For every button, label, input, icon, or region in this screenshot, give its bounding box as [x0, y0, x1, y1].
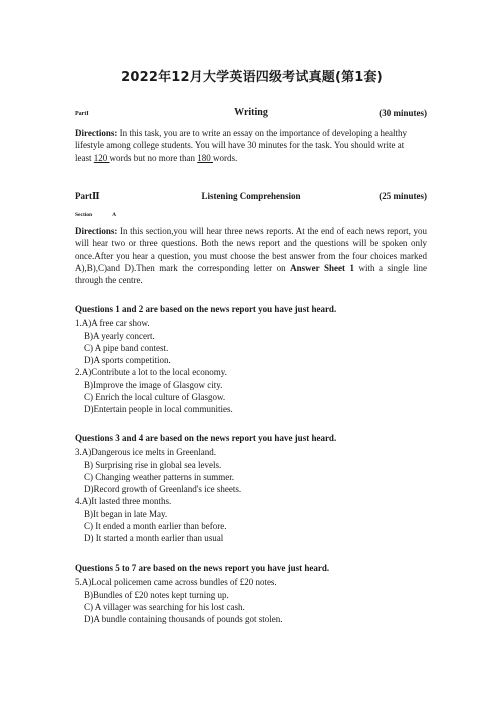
- min-words: 120: [93, 152, 110, 163]
- part2-time: (25 minutes): [379, 191, 427, 201]
- part1-time: (30 minutes): [379, 108, 427, 118]
- question-2-option-a: 2.A)Contribute a lot to the local economy.: [75, 367, 227, 377]
- part1-directions-line3: least 120 words but no more than 180 words.: [75, 152, 238, 163]
- question-3-option-a: 3.A)Dangerous ice melts in Greenland.: [75, 447, 216, 457]
- question-2-option-b: B)Improve the image of Glasgow city.: [84, 380, 223, 390]
- question-1-option-d: D)A sports competition.: [84, 355, 171, 365]
- question-2-option-d: D)Entertain people in local communities.: [84, 404, 233, 414]
- max-words: 180: [197, 152, 213, 163]
- question-3-option-c: C) Changing weather patterns in summer.: [84, 472, 234, 482]
- question-5-option-b: B)Bundles of £20 notes kept turning up.: [84, 590, 229, 600]
- question-2-option-c: C) Enrich the local culture of Glasgow.: [84, 392, 226, 402]
- part2-header: [75, 191, 427, 203]
- question-3-option-b: B) Surprising rise in global sea levels.: [84, 460, 222, 470]
- part1-directions-line1: Directions: In this task, you are to write an essay on the importance of developing a healthy: [75, 128, 407, 138]
- answer-sheet: Answer Sheet 1: [290, 262, 354, 273]
- question-1-option-b: B)A yearly concert.: [84, 331, 155, 341]
- question-4-option-c: C) It ended a month earlier than before.: [84, 521, 227, 531]
- part2-label: PartⅡ: [75, 191, 100, 201]
- section-label: Section A: [75, 212, 117, 218]
- page-title: 2022年12月大学英语四级考试真题(第1套): [121, 70, 383, 85]
- part1-header: [75, 108, 427, 120]
- part1-directions: [75, 127, 427, 164]
- question-4-option-a: 4.A)It lasted three months.: [75, 496, 172, 506]
- part1-directions-line2: lifestyle among college students. You will have 30 minutes for the task. You should write at: [75, 140, 405, 151]
- question-3-option-d: D)Record growth of Greenland's ice sheets.: [84, 484, 242, 494]
- part1-label: PartI: [75, 111, 89, 117]
- question-5-option-a: 5.A)Local policemen came across bundles of £20 notes.: [75, 577, 277, 587]
- part2-directions: Directions: In this section,you will hear three news reports. At the end of each news report, you will hear two or three questions. Both the news report and the questions will be spoken only once.After you hear a question, you must choose the best answer from the four choices marked A),B),C)and D).Then mark the corresponding letter on Answer Sheet 1 with a single line through the centre.: [75, 226, 427, 286]
- question-4-option-b: B)It began in late May.: [84, 509, 168, 519]
- part2-name: Listening Comprehension: [201, 191, 301, 201]
- question-1-option-c: C) A pipe band contest.: [84, 343, 169, 353]
- part1-name: Writing: [234, 107, 268, 118]
- question-1-option-a: 1.A)A free car show.: [75, 318, 150, 328]
- question-group-heading: Questions 1 and 2 are based on the news report you have just heard.: [75, 304, 337, 314]
- question-group-heading: Questions 5 to 7 are based on the news report you have just heard.: [75, 563, 330, 573]
- question-4-option-d: D) It started a month earlier than usual: [84, 533, 224, 543]
- question-group-heading: Questions 3 and 4 are based on the news report you have just heard.: [75, 433, 337, 443]
- question-5-option-d: D)A bundle containing thousands of pounds got stolen.: [84, 614, 283, 624]
- question-5-option-c: C) A villager was searching for his lost cash.: [84, 602, 245, 612]
